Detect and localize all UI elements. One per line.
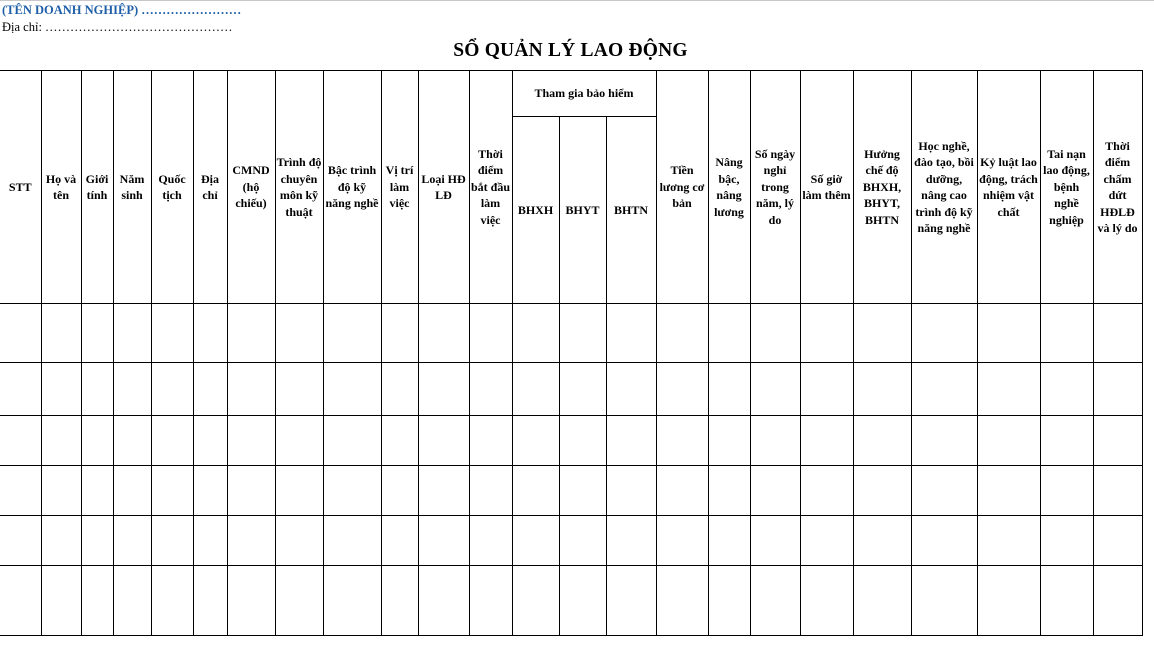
table-cell[interactable] — [559, 304, 606, 363]
table-cell[interactable] — [227, 516, 275, 566]
table-cell[interactable] — [275, 363, 323, 416]
table-cell[interactable] — [81, 566, 113, 636]
col-header-ho-ten: Họ và tên — [41, 71, 81, 304]
table-cell[interactable] — [193, 416, 227, 466]
col-header-ky-luat: Kỷ luật lao động, trách nhiệm vật chất — [977, 71, 1040, 304]
table-cell[interactable] — [559, 416, 606, 466]
table-cell[interactable] — [41, 566, 81, 636]
col-header-bhyt: BHYT — [559, 117, 606, 304]
table-cell[interactable] — [559, 516, 606, 566]
table-cell[interactable] — [469, 363, 512, 416]
table-cell[interactable] — [853, 304, 911, 363]
col-header-bhtn: BHTN — [606, 117, 656, 304]
table-cell[interactable] — [41, 516, 81, 566]
table-cell[interactable] — [418, 363, 469, 416]
table-cell[interactable] — [227, 566, 275, 636]
table-cell[interactable] — [708, 304, 750, 363]
table-cell[interactable] — [911, 304, 977, 363]
table-cell[interactable] — [853, 466, 911, 516]
table-cell[interactable] — [151, 566, 193, 636]
col-header-huong-che-do: Hưởng chế độ BHXH, BHYT, BHTN — [853, 71, 911, 304]
table-cell[interactable] — [381, 516, 418, 566]
col-header-thoi-diem-bat-dau: Thời điểm bắt đầu làm việc — [469, 71, 512, 304]
table-cell[interactable] — [81, 466, 113, 516]
table-cell[interactable] — [750, 363, 800, 416]
table-cell[interactable] — [800, 304, 853, 363]
table-cell[interactable] — [41, 304, 81, 363]
table-cell[interactable] — [0, 516, 41, 566]
table-row — [0, 416, 1142, 466]
table-cell[interactable] — [512, 416, 559, 466]
table-cell[interactable] — [469, 304, 512, 363]
table-cell[interactable] — [656, 363, 708, 416]
table-cell[interactable] — [469, 516, 512, 566]
table-cell[interactable] — [750, 466, 800, 516]
table-cell[interactable] — [853, 516, 911, 566]
table-cell[interactable] — [606, 416, 656, 466]
table-cell[interactable] — [708, 416, 750, 466]
table-cell[interactable] — [418, 516, 469, 566]
table-row — [0, 363, 1142, 416]
table-cell[interactable] — [81, 304, 113, 363]
table-cell[interactable] — [381, 566, 418, 636]
table-cell[interactable] — [1040, 416, 1093, 466]
table-cell[interactable] — [113, 416, 151, 466]
table-cell[interactable] — [418, 566, 469, 636]
table-cell[interactable] — [977, 516, 1040, 566]
col-header-nam-sinh: Năm sinh — [113, 71, 151, 304]
table-cell[interactable] — [800, 363, 853, 416]
table-cell[interactable] — [800, 466, 853, 516]
table-cell[interactable] — [0, 466, 41, 516]
table-cell[interactable] — [151, 416, 193, 466]
table-cell[interactable] — [323, 304, 381, 363]
table-cell[interactable] — [606, 304, 656, 363]
table-cell[interactable] — [81, 516, 113, 566]
table-cell[interactable] — [193, 466, 227, 516]
table-cell[interactable] — [1093, 566, 1142, 636]
table-cell[interactable] — [750, 566, 800, 636]
table-cell[interactable] — [977, 416, 1040, 466]
table-cell[interactable] — [469, 466, 512, 516]
table-cell[interactable] — [512, 466, 559, 516]
table-cell[interactable] — [656, 466, 708, 516]
table-cell[interactable] — [193, 516, 227, 566]
table-cell[interactable] — [750, 516, 800, 566]
table-cell[interactable] — [559, 466, 606, 516]
table-cell[interactable] — [381, 416, 418, 466]
table-cell[interactable] — [41, 416, 81, 466]
table-cell[interactable] — [977, 466, 1040, 516]
labor-ledger-table — [0, 70, 1143, 636]
col-header-vi-tri: Vị trí làm việc — [381, 71, 418, 304]
table-cell[interactable] — [469, 416, 512, 466]
table-cell[interactable] — [275, 416, 323, 466]
table-cell[interactable] — [656, 304, 708, 363]
table-cell[interactable] — [113, 363, 151, 416]
table-cell[interactable] — [0, 416, 41, 466]
col-header-loai-hd: Loại HĐ LĐ — [418, 71, 469, 304]
table-cell[interactable] — [512, 363, 559, 416]
table-cell[interactable] — [656, 416, 708, 466]
address-line: Địa chỉ: ……………………………………… — [2, 20, 233, 34]
table-cell[interactable] — [151, 363, 193, 416]
table-row — [0, 466, 1142, 516]
table-cell[interactable] — [800, 566, 853, 636]
table-cell[interactable] — [1040, 566, 1093, 636]
table-cell[interactable] — [323, 566, 381, 636]
table-cell[interactable] — [853, 566, 911, 636]
table-cell[interactable] — [151, 304, 193, 363]
table-cell[interactable] — [275, 466, 323, 516]
table-row — [0, 516, 1142, 566]
table-cell[interactable] — [656, 566, 708, 636]
table-cell[interactable] — [41, 466, 81, 516]
table-cell[interactable] — [800, 516, 853, 566]
table-cell[interactable] — [977, 566, 1040, 636]
table-cell[interactable] — [0, 363, 41, 416]
sheet-top-border — [0, 0, 1154, 1]
table-cell[interactable] — [81, 416, 113, 466]
table-cell[interactable] — [275, 516, 323, 566]
table-cell[interactable] — [0, 566, 41, 636]
table-row — [0, 304, 1142, 363]
table-cell[interactable] — [708, 516, 750, 566]
table-cell[interactable] — [606, 566, 656, 636]
table-cell[interactable] — [275, 566, 323, 636]
table-cell[interactable] — [853, 416, 911, 466]
table-cell[interactable] — [708, 566, 750, 636]
col-header-quoc-tich: Quốc tịch — [151, 71, 193, 304]
table-cell[interactable] — [275, 304, 323, 363]
table-cell[interactable] — [151, 516, 193, 566]
col-group-insurance: Tham gia bảo hiểm — [512, 71, 656, 117]
table-cell[interactable] — [1040, 363, 1093, 416]
table-cell[interactable] — [911, 416, 977, 466]
table-cell[interactable] — [1093, 363, 1142, 416]
table-cell[interactable] — [418, 416, 469, 466]
table-cell[interactable] — [656, 516, 708, 566]
table-cell[interactable] — [227, 416, 275, 466]
table-cell[interactable] — [193, 304, 227, 363]
table-cell[interactable] — [193, 566, 227, 636]
col-header-so-gio-lam-them: Số giờ làm thêm — [800, 71, 853, 304]
table-cell[interactable] — [0, 304, 41, 363]
table-cell[interactable] — [113, 516, 151, 566]
table-cell[interactable] — [1040, 304, 1093, 363]
table-cell[interactable] — [323, 416, 381, 466]
table-cell[interactable] — [418, 466, 469, 516]
table-cell[interactable] — [911, 363, 977, 416]
col-header-thoi-diem-cham-dut: Thời điểm chấm dứt HĐLĐ và lý do — [1093, 71, 1142, 304]
table-cell[interactable] — [1093, 466, 1142, 516]
table-cell[interactable] — [469, 566, 512, 636]
table-cell[interactable] — [151, 466, 193, 516]
table-cell[interactable] — [606, 516, 656, 566]
table-cell[interactable] — [227, 466, 275, 516]
table-cell[interactable] — [1093, 416, 1142, 466]
col-header-cmnd: CMND (hộ chiếu) — [227, 71, 275, 304]
table-cell[interactable] — [1093, 304, 1142, 363]
table-cell[interactable] — [1040, 516, 1093, 566]
col-header-nang-bac: Nâng bậc, nâng lương — [708, 71, 750, 304]
table-cell[interactable] — [323, 466, 381, 516]
table-cell[interactable] — [606, 466, 656, 516]
table-cell[interactable] — [512, 566, 559, 636]
col-header-stt: STT — [0, 71, 41, 304]
table-cell[interactable] — [512, 304, 559, 363]
col-header-bac-trinh-do: Bậc trình độ kỹ năng nghề — [323, 71, 381, 304]
table-cell[interactable] — [853, 363, 911, 416]
col-header-bhxh: BHXH — [512, 117, 559, 304]
table-cell[interactable] — [113, 304, 151, 363]
table-cell[interactable] — [381, 363, 418, 416]
col-header-so-ngay-nghi: Số ngày nghỉ trong năm, lý do — [750, 71, 800, 304]
table-cell[interactable] — [512, 516, 559, 566]
table-cell[interactable] — [800, 416, 853, 466]
col-header-trinh-do: Trình độ chuyên môn kỹ thuật — [275, 71, 323, 304]
table-cell[interactable] — [708, 466, 750, 516]
table-cell[interactable] — [1040, 466, 1093, 516]
table-cell[interactable] — [113, 566, 151, 636]
table-cell[interactable] — [41, 363, 81, 416]
table-cell[interactable] — [1093, 516, 1142, 566]
col-header-hoc-nghe: Học nghề, đào tạo, bồi dưỡng, nâng cao trình độ kỹ năng nghề — [911, 71, 977, 304]
col-header-tai-nan: Tai nạn lao động, bệnh nghề nghiệp — [1040, 71, 1093, 304]
table-cell[interactable] — [606, 363, 656, 416]
table-cell[interactable] — [911, 466, 977, 516]
table-cell[interactable] — [113, 466, 151, 516]
table-cell[interactable] — [750, 304, 800, 363]
table-cell[interactable] — [193, 363, 227, 416]
table-cell[interactable] — [381, 466, 418, 516]
company-name-line: (TÊN DOANH NGHIỆP) …………………… — [2, 3, 242, 17]
table-cell[interactable] — [559, 363, 606, 416]
table-cell[interactable] — [559, 566, 606, 636]
table-cell[interactable] — [227, 304, 275, 363]
table-row — [0, 566, 1142, 636]
col-header-gioi-tinh: Giới tính — [81, 71, 113, 304]
table-cell[interactable] — [381, 304, 418, 363]
table-cell[interactable] — [977, 304, 1040, 363]
table-cell[interactable] — [750, 416, 800, 466]
table-cell[interactable] — [323, 516, 381, 566]
table-cell[interactable] — [708, 363, 750, 416]
table-cell[interactable] — [81, 363, 113, 416]
col-header-tien-luong: Tiền lương cơ bản — [656, 71, 708, 304]
table-cell[interactable] — [911, 516, 977, 566]
table-cell[interactable] — [227, 363, 275, 416]
col-header-dia-chi: Địa chỉ — [193, 71, 227, 304]
table-cell[interactable] — [977, 363, 1040, 416]
table-cell[interactable] — [418, 304, 469, 363]
page-title: SỔ QUẢN LÝ LAO ĐỘNG — [453, 40, 688, 61]
table-cell[interactable] — [911, 566, 977, 636]
table-cell[interactable] — [323, 363, 381, 416]
